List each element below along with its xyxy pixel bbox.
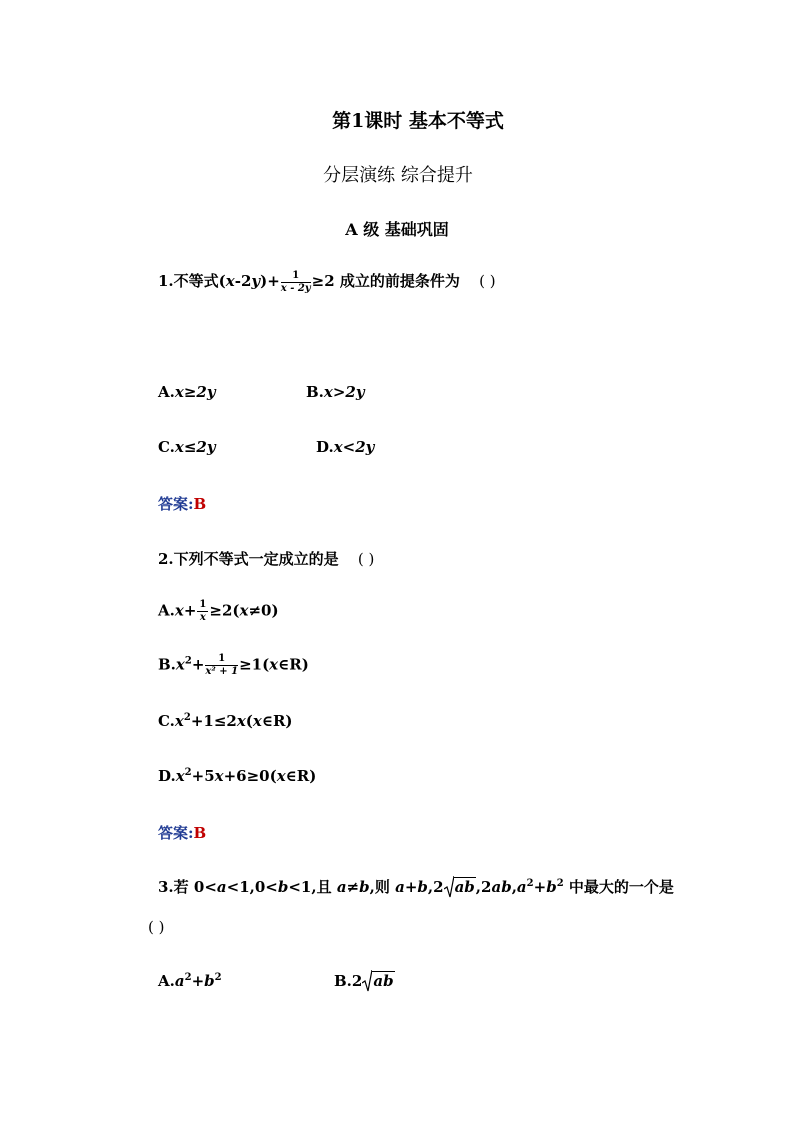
q2-c-in: ∈R) bbox=[261, 712, 293, 730]
q3-sqrt-ab: ab bbox=[454, 878, 475, 896]
q3-opt-a-sup: 2 bbox=[184, 972, 192, 983]
q3-opt-a-plus: + bbox=[191, 972, 205, 990]
q3-b2: b bbox=[359, 878, 370, 896]
q2-option-a bbox=[158, 600, 279, 623]
q3-plus2: + bbox=[533, 878, 547, 896]
q2-a-fraction bbox=[197, 600, 208, 623]
q2-b-rest: ≥1( bbox=[239, 655, 270, 674]
q2-d-label: D. bbox=[158, 767, 176, 785]
q3-opt-b-sqrt-ab: ab bbox=[373, 972, 394, 990]
q1-frac-num: 1 bbox=[281, 271, 311, 283]
q2-answer-paren: ( ) bbox=[357, 550, 375, 568]
q2-c-x: x bbox=[174, 712, 184, 730]
q3-neq: ≠ bbox=[346, 878, 360, 896]
q3-suffix: 中最大的一个是 bbox=[563, 878, 674, 896]
q1-opt-a-expr: x≥2y bbox=[174, 383, 216, 401]
q3-t4: ,2 bbox=[427, 878, 444, 896]
q3-a3: a bbox=[395, 878, 405, 896]
q1-frac-den: x - 2y bbox=[280, 282, 311, 294]
q2-a-plus: + bbox=[183, 601, 197, 620]
q2-c-x2: x bbox=[236, 712, 246, 730]
q1-opt-b-expr: x>2y bbox=[323, 383, 365, 401]
q2-d-mid: +5 bbox=[191, 767, 215, 785]
q3-option-a bbox=[158, 972, 222, 990]
q2-b-sup: 2 bbox=[184, 655, 192, 667]
q2-a-neq: ≠0) bbox=[248, 601, 279, 620]
q2-c-mid: +1≤2 bbox=[190, 712, 237, 730]
q3-opt-b-label: B.2 bbox=[334, 972, 363, 990]
question-2-stem bbox=[158, 548, 374, 569]
q3-t3: ,则 bbox=[369, 878, 396, 896]
q3-opt-a-b: b bbox=[204, 972, 215, 990]
q1-minus: -2 bbox=[234, 272, 252, 290]
q2-b-frac-num: 1 bbox=[205, 654, 238, 666]
q2-c-x3: x bbox=[252, 712, 262, 730]
q1-answer bbox=[158, 493, 206, 514]
q1-answer-value: B bbox=[193, 495, 207, 513]
q2-b-in: ∈R) bbox=[278, 655, 309, 674]
q2-c-label: C. bbox=[158, 712, 175, 730]
question-1-stem bbox=[158, 270, 496, 294]
q1-suffix: ≥2 成立的前提条件为 bbox=[311, 272, 460, 290]
lesson-title: 第1课时 基本不等式 bbox=[332, 110, 504, 132]
q3-plus1: + bbox=[404, 878, 418, 896]
q1-opt-b-label: B. bbox=[306, 383, 324, 401]
q3-sup1: 2 bbox=[526, 878, 534, 889]
section-heading: 分层演练 综合提升 bbox=[323, 165, 473, 186]
q2-option-b bbox=[158, 654, 309, 677]
q2-b-x: x bbox=[175, 655, 185, 674]
q3-a1: a bbox=[216, 878, 227, 896]
q3-a4: a bbox=[491, 878, 502, 896]
q3-sqrt bbox=[444, 878, 476, 896]
q3-b4: b bbox=[501, 878, 512, 896]
q1-opt-d-label: D. bbox=[316, 438, 334, 456]
q1-opt-a-label: A. bbox=[158, 383, 175, 401]
q3-opt-a-sup2: 2 bbox=[214, 972, 222, 983]
q3-opt-b-sqrt bbox=[362, 972, 394, 990]
q2-answer-value: B bbox=[193, 824, 207, 842]
q2-b-x2: x bbox=[269, 655, 279, 674]
q1-prefix: 1.不等式( bbox=[158, 272, 226, 290]
q2-d-mid2: +6≥0( bbox=[223, 767, 277, 785]
q2-b-fraction bbox=[205, 654, 238, 677]
q2-b-label: B. bbox=[158, 655, 176, 674]
q2-d-x: x bbox=[175, 767, 185, 785]
q2-answer bbox=[158, 822, 206, 843]
q2-d-x2: x bbox=[214, 767, 224, 785]
q3-t5: ,2 bbox=[475, 878, 492, 896]
q2-stem-text: 2.下列不等式一定成立的是 bbox=[158, 550, 339, 568]
q2-c-paren: ( bbox=[245, 712, 253, 730]
q2-a-x: x bbox=[174, 601, 184, 620]
q3-t1: <1,0< bbox=[226, 878, 278, 896]
radical-sign-icon bbox=[362, 970, 372, 992]
q3-opt-a-label: A. bbox=[158, 972, 175, 990]
q2-a-rest: ≥2( bbox=[209, 601, 240, 620]
q3-t6: , bbox=[511, 878, 517, 896]
q3-b5: b bbox=[546, 878, 557, 896]
q1-option-c bbox=[158, 438, 216, 456]
q2-a-frac-num: 1 bbox=[199, 599, 207, 610]
q1-closeplus: )+ bbox=[260, 272, 280, 290]
q2-b-plus: + bbox=[191, 655, 205, 674]
q1-answer-paren: ( ) bbox=[479, 272, 496, 290]
radical-sign-icon bbox=[444, 876, 454, 898]
level-heading: A 级 基础巩固 bbox=[345, 220, 449, 239]
q1-opt-c-expr: x≤2y bbox=[174, 438, 216, 456]
q3-answer-paren: ( ) bbox=[148, 918, 165, 936]
q2-a-frac-den: x bbox=[199, 612, 206, 623]
q3-option-b bbox=[334, 972, 395, 990]
q3-a5: a bbox=[516, 878, 527, 896]
q2-b-frac-den: x² + 1 bbox=[205, 666, 239, 677]
q1-var-y: y bbox=[251, 272, 261, 290]
q2-a-label: A. bbox=[158, 601, 175, 620]
q1-option-d bbox=[316, 438, 374, 456]
q3-prefix: 3.若 0< bbox=[158, 878, 217, 896]
q3-t2: <1,且 bbox=[288, 878, 337, 896]
q2-d-sup: 2 bbox=[184, 767, 192, 778]
q3-a2: a bbox=[336, 878, 347, 896]
q1-opt-c-label: C. bbox=[158, 438, 175, 456]
q3-b1: b bbox=[277, 878, 289, 896]
q2-option-c bbox=[158, 712, 293, 730]
q1-opt-d-expr: x<2y bbox=[333, 438, 375, 456]
question-3-stem bbox=[158, 876, 674, 897]
q3-sup2: 2 bbox=[556, 878, 564, 889]
q3-b3: b bbox=[417, 878, 428, 896]
q1-var-x: x bbox=[225, 272, 235, 290]
q2-d-in: ∈R) bbox=[285, 767, 317, 785]
q2-c-sup: 2 bbox=[183, 712, 191, 723]
q1-option-a bbox=[158, 383, 216, 401]
q2-option-d bbox=[158, 767, 316, 785]
q2-d-x3: x bbox=[276, 767, 286, 785]
q1-fraction bbox=[281, 271, 311, 294]
q2-answer-label: 答案: bbox=[158, 824, 194, 842]
q1-option-b bbox=[306, 383, 365, 401]
q1-answer-label: 答案: bbox=[158, 495, 194, 513]
q2-a-x2: x bbox=[239, 601, 249, 620]
q3-opt-a-a: a bbox=[174, 972, 185, 990]
